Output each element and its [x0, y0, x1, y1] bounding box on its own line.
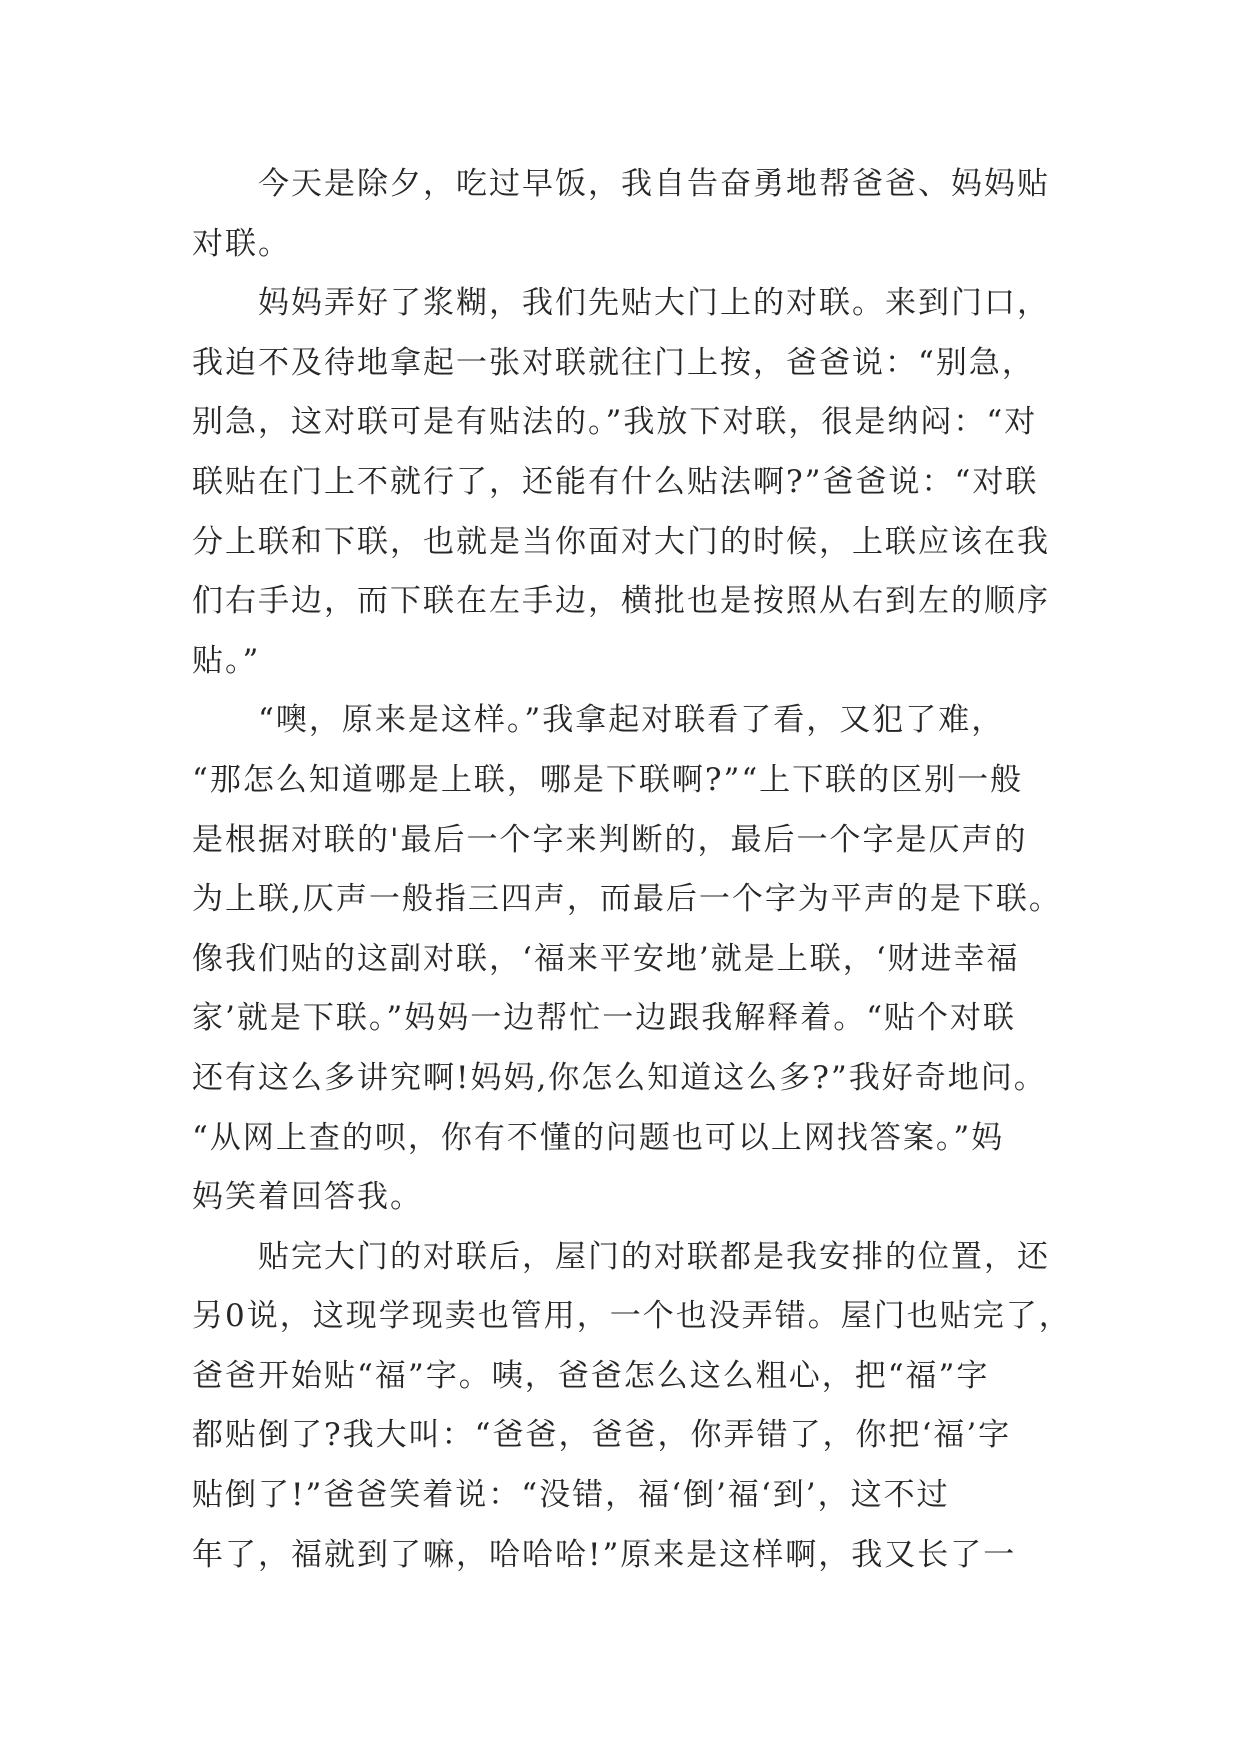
text-line: 妈笑着回答我。 — [192, 1179, 423, 1216]
text-line: 爸爸开始贴“福”字。咦，爸爸怎么这么粗心，把“福”字 — [192, 1357, 990, 1394]
text-line: 还有这么多讲究啊!妈妈,你怎么知道这么多?”我好奇地问。 — [192, 1059, 1047, 1096]
text-line: 是根据对联的'最后一个字来判断的，最后一个字是仄声的 — [192, 821, 1028, 858]
text-line: 都贴倒了?我大叫：“爸爸，爸爸，你弄错了，你把‘福’字 — [192, 1417, 1012, 1454]
text-line: “那怎么知道哪是上联，哪是下联啊?”“上下联的区别一般 — [192, 761, 1024, 798]
text-line: 今天是除夕，吃过早饭，我自告奋勇地帮爸爸、妈妈贴 — [192, 166, 1050, 202]
paragraph-4 — [192, 1228, 1072, 1586]
text-line: 年了，福就到了嘛，哈哈哈!”原来是这样啊，我又长了一 — [192, 1536, 1017, 1573]
text-line: 们右手边，而下联在左手边，横批也是按照从右到左的顺序 — [192, 583, 1050, 620]
text-line: 像我们贴的这副对联，‘福来平安地’就是上联，‘财进幸福 — [192, 940, 1020, 977]
text-line: 家’就是下联。”妈妈一边帮忙一边跟我解释着。“贴个对联 — [192, 1000, 1017, 1037]
text-line: “从网上查的呗，你有不懂的问题也可以上网找答案。”妈 — [192, 1119, 1005, 1156]
text-line: 别急，这对联可是有贴法的。”我放下对联，很是纳闷：“对 — [192, 404, 1038, 441]
text-line: 另0说，这现学现卖也管用，一个也没弄错。屋门也贴完了， — [192, 1298, 1072, 1335]
text-line: 贴。” — [192, 642, 261, 679]
text-line: 为上联,仄声一般指三四声，而最后一个字为平声的是下联。 — [192, 881, 1062, 918]
paragraph-2 — [192, 274, 1056, 691]
text-line: 我迫不及待地拿起一张对联就往门上按，爸爸说：“别急， — [192, 344, 1035, 381]
text-line: 贴倒了!”爸爸笑着说：“没错，福‘倒’福‘到’，这不过 — [192, 1477, 950, 1514]
paragraph-3 — [192, 691, 1062, 1227]
text-line: “噢，原来是这样。”我拿起对联看了看，又犯了难， — [192, 702, 1005, 739]
text-line: 分上联和下联，也就是当你面对大门的时候，上联应该在我 — [192, 523, 1050, 560]
text-line: 联贴在门上不就行了，还能有什么贴法啊?”爸爸说：“对联 — [192, 463, 1039, 500]
text-line: 贴完大门的对联后，屋门的对联都是我安排的位置，还 — [192, 1238, 1050, 1275]
document-body — [192, 155, 1072, 1585]
text-line: 妈妈弄好了浆糊，我们先贴大门上的对联。来到门口， — [192, 285, 1050, 322]
paragraph-1 — [192, 155, 1056, 274]
text-line: 对联。 — [192, 225, 291, 262]
